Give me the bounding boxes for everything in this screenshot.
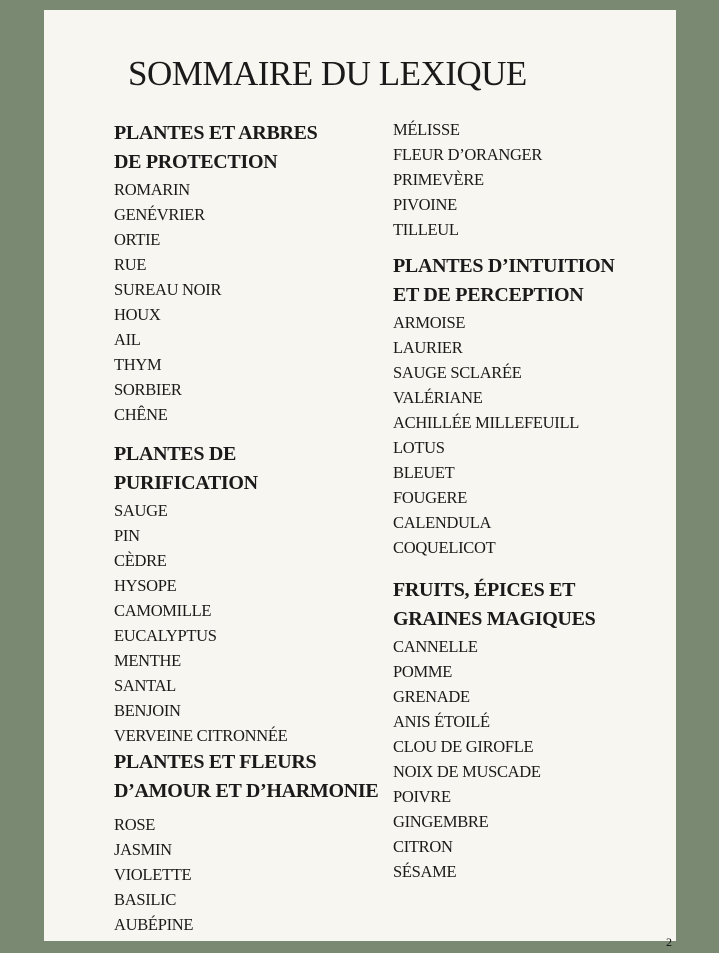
list-item: CLOU DE GIROFLE	[393, 737, 534, 756]
list-item: BLEUET	[393, 463, 455, 482]
list-item: VALÉRIANE	[393, 388, 483, 407]
item-list	[393, 634, 669, 884]
item-list	[114, 498, 392, 748]
list-item: GINGEMBRE	[393, 812, 489, 831]
list-item: AIL	[114, 330, 141, 349]
list-item: CANNELLE	[393, 637, 478, 656]
list-item: POIVRE	[393, 787, 451, 806]
list-item: HYSOPE	[114, 576, 177, 595]
list-item: ANIS ÉTOILÉ	[393, 712, 490, 731]
list-item: SANTAL	[114, 676, 176, 695]
section-title-line: GRAINES MAGIQUES	[393, 608, 596, 630]
section-title-line: FRUITS, ÉPICES ET	[393, 579, 576, 601]
list-item: CALENDULA	[393, 513, 492, 532]
list-item: JASMIN	[114, 840, 172, 859]
item-list	[114, 812, 392, 937]
list-item: ROMARIN	[114, 180, 190, 199]
list-item: RUE	[114, 255, 147, 274]
page-title: SOMMAIRE DU LEXIQUE	[128, 54, 527, 93]
column-left	[114, 119, 392, 937]
section-title	[393, 576, 669, 634]
list-item: NOIX DE MUSCADE	[393, 762, 541, 781]
list-item: LAURIER	[393, 338, 463, 357]
list-item: POMME	[393, 662, 453, 681]
list-item: ORTIE	[114, 230, 161, 249]
list-item: BASILIC	[114, 890, 177, 909]
list-item: VIOLETTE	[114, 865, 192, 884]
list-item: SAUGE	[114, 501, 168, 520]
section-title-line: PLANTES DE	[114, 443, 237, 465]
item-list	[393, 310, 669, 560]
section-title-line: PLANTES ET ARBRES	[114, 122, 318, 144]
list-item: GRENADE	[393, 687, 470, 706]
section-title	[114, 440, 392, 498]
section-title-line: PURIFICATION	[114, 472, 258, 494]
list-item: AUBÉPINE	[114, 915, 194, 934]
item-list	[114, 177, 392, 427]
document-page	[44, 10, 676, 941]
list-item: GENÉVRIER	[114, 205, 205, 224]
page-number: 2	[666, 935, 672, 949]
section-title-line: D’AMOUR ET D’HARMONIE	[114, 780, 379, 802]
list-item: CHÊNE	[114, 405, 168, 424]
section-intuition-perception	[393, 252, 669, 560]
list-item: CITRON	[393, 837, 453, 856]
section-title	[393, 252, 669, 310]
list-item: PIN	[114, 526, 140, 545]
section-purification	[114, 440, 392, 748]
section-title-line: DE PROTECTION	[114, 151, 278, 173]
section-amour-harmonie	[114, 748, 392, 937]
section-title-line: PLANTES D’INTUITION	[393, 255, 615, 277]
section-title	[114, 748, 392, 806]
list-item: SÉSAME	[393, 862, 457, 881]
list-item: MENTHE	[114, 651, 181, 670]
section-protection	[114, 119, 392, 427]
list-item: CAMOMILLE	[114, 601, 212, 620]
column-right	[393, 117, 669, 884]
list-item: COQUELICOT	[393, 538, 496, 557]
list-item: SORBIER	[114, 380, 182, 399]
list-item: SUREAU NOIR	[114, 280, 222, 299]
list-item: FOUGERE	[393, 488, 467, 507]
section-title	[114, 119, 392, 177]
list-item: SAUGE SCLARÉE	[393, 363, 522, 382]
list-item: EUCALYPTUS	[114, 626, 217, 645]
list-item: HOUX	[114, 305, 161, 324]
section-title-line: PLANTES ET FLEURS	[114, 751, 317, 773]
list-item: THYM	[114, 355, 162, 374]
section-fruits-epices	[393, 576, 669, 884]
list-item: BENJOIN	[114, 701, 181, 720]
list-item: ARMOISE	[393, 313, 466, 332]
list-item: VERVEINE CITRONNÉE	[114, 726, 288, 745]
list-item: ROSE	[114, 815, 155, 834]
list-item: MÉLISSE	[393, 120, 460, 139]
list-item: PIVOINE	[393, 195, 457, 214]
section-title-line: ET DE PERCEPTION	[393, 284, 584, 306]
list-item: LOTUS	[393, 438, 445, 457]
item-list-continued	[393, 117, 669, 242]
list-item: FLEUR D’ORANGER	[393, 145, 543, 164]
list-item: CÈDRE	[114, 551, 167, 570]
list-item: TILLEUL	[393, 220, 459, 239]
list-item: PRIMEVÈRE	[393, 170, 484, 189]
list-item: ACHILLÉE MILLEFEUILL	[393, 413, 579, 432]
